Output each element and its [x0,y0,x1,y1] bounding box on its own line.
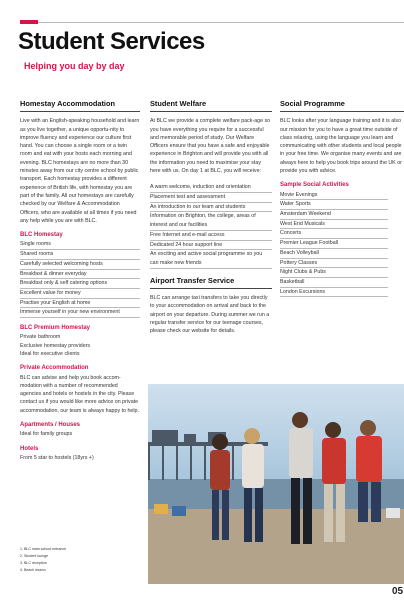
list-item: An exciting and active social programme so you can make new friends [150,250,272,268]
welfare-column [150,100,272,340]
list-item: Concerts [280,229,388,239]
welfare-list [150,183,272,268]
list-item: A warm welcome, induction and orientation [150,183,272,193]
list-item: Immerse yourself in your new environment [20,308,140,318]
page-number: 05 [392,586,404,597]
list-item: Basketball [280,278,388,288]
list-item: Movie Evenings [280,191,388,201]
apartments-text: Ideal for family groups [20,431,73,438]
list-item: Breakfast & dinner everyday [20,270,140,280]
homestay-heading: Homestay Accommodation [20,100,140,112]
photo-captions [20,546,140,574]
welfare-intro: At BLC we provide a complete welfare pack-age so you have everything you require for a successful and memorable period of study. Our Welfare Officers ensure that you have a safe and enjoyable experience in Brighton and will provide you with all the information you need to maximise your stay here with us. On day 1 at BLC, you will receive: [150,118,271,175]
caption-item: 3. BLC reception [20,561,47,565]
activities-title: Sample Social Activities [280,182,349,189]
list-item: Carefully selected welcoming hosts [20,260,140,270]
list-item: Amsterdam Weekend [280,210,388,220]
page-subtitle: Helping you day by day [24,61,125,71]
list-item: Beach Volleyball [280,249,388,259]
caption-item: 2. Student lounge [20,554,49,558]
list-item: Pottery Classes [280,259,388,269]
list-item: Information on Brighton, the college, areas of interest and our facilities [150,212,272,230]
list-item: Practise your English at home [20,299,140,309]
list-item: Free Internet and e-mail access [150,231,272,241]
list-item: Night Clubs & Pubs [280,268,388,278]
premium-item: Exclusive homestay providers [20,342,91,349]
welfare-heading: Student Welfare [150,100,272,112]
premium-item: Ideal for executive clients [20,350,80,357]
list-item: Shared rooms [20,250,140,260]
apartments-title: Apartments / Houses [20,422,81,429]
beach-students-photo [148,384,404,584]
activities-list [280,191,388,298]
hotels-title: Hotels [20,445,39,452]
premium-item: Private bathroom [20,334,61,341]
list-item: Premier League Football [280,239,388,249]
list-item: An introduction to our team and students [150,203,272,213]
private-accommodation-text: BLC can advise and help you book accom-modation with a number of recommended agencies and hotels or hostels in the city. Please contact us if you would like more advice on private accommodation, our team is always happy to help. [20,374,139,414]
list-item: West End Musicals [280,220,388,230]
premium-homestay-title: BLC Premium Homestay [20,325,91,332]
social-heading: Social Programme [280,100,404,112]
blc-homestay-list [20,240,140,318]
list-item: Dedicated 24 hour support line [150,241,272,251]
hotels-text: From 5 star to hostels (18yrs +) [20,454,94,461]
caption-item: 1. BLC main school entrance [20,547,67,551]
social-column [280,100,404,301]
page-title: Student Services [18,28,205,55]
list-item: Breakfast only & self catering options [20,279,140,289]
accent-bar [20,20,38,24]
airport-text: BLC can arrange taxi transfers to take you directly to your accommodation on arrival and back to the airport on your departure. During summer we run a regular transfer service for our teenage courses, please check our website for details. [150,295,270,335]
list-item: Single rooms [20,240,140,250]
blc-homestay-title: BLC Homestay [20,232,63,239]
caption-item: 4. Beach lesson [20,568,46,572]
homestay-intro: Live with an English-speaking household and learn as you live together, a unique opportu-nity to improve fluency and experience our culture first hand. You can choose a single room or a twin room and eat with your hosts each morning and evening. BLC homestays are no more than 30 minutes away from our city centre school by public transport. Each homestay provides a different experience of British life, with homestay you are part of the family. All our homestays are carefully checked by our Welfare & Accommodation Officers, who are available at all times if you need any help while you are with BLC. [20,118,140,224]
airport-heading: Airport Transfer Service [150,277,272,289]
social-intro: BLC looks after your language training and it is also our mission for you to have a great time outside of class relaxing, using the language you learn and communicating with other students and local people in your free time. We organise many events and are always here to help you book trips around the UK or provide you with advice. [280,118,402,175]
list-item: London Excursions [280,288,388,298]
private-accommodation-title: Private Accommodation [20,365,89,372]
beach-photo-illustration [148,384,404,584]
list-item: Excellent value for money [20,289,140,299]
list-item: Water Sports [280,200,388,210]
top-rule [38,22,404,23]
list-item: Placement test and assessment [150,193,272,203]
homestay-column [20,100,140,462]
